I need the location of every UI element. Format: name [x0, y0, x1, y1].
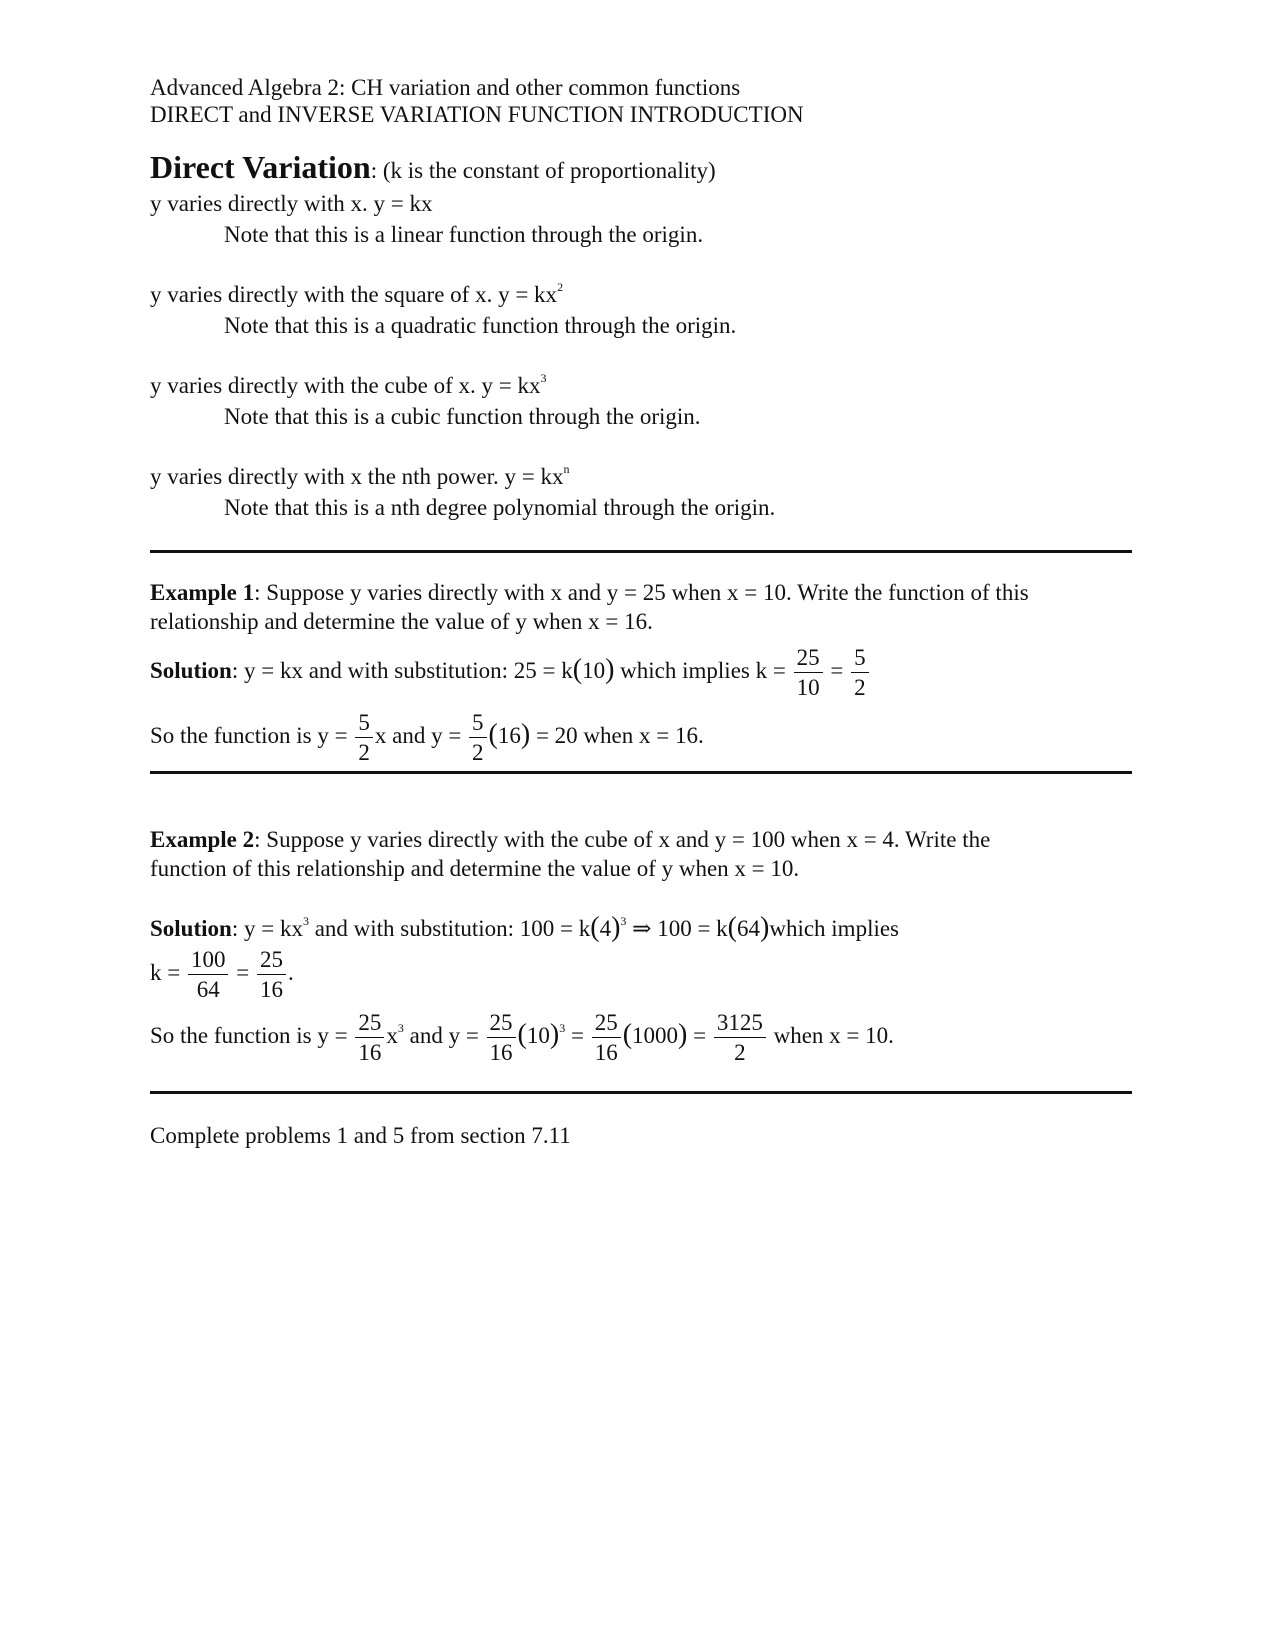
substitution-value: 4 — [599, 916, 612, 941]
solution-label: Solution — [150, 916, 232, 941]
example-label: Example 1 — [150, 580, 255, 605]
direct-variation-item-1 — [150, 190, 1130, 248]
section-divider-3 — [150, 1091, 1132, 1094]
substitution-value-2: 64 — [737, 916, 760, 941]
section-divider-2 — [150, 771, 1132, 774]
worksheet-page — [150, 74, 1130, 1149]
header-line-2: DIRECT and INVERSE VARIATION FUNCTION INTRODUCTION — [150, 102, 804, 127]
item-statement: y varies directly with x. y = kx — [150, 191, 433, 216]
fraction: $\frac{25}{10}$ — [794, 646, 823, 699]
evaluation-value: 10 — [526, 1023, 550, 1048]
and-text: and y = — [409, 1023, 485, 1048]
header-line-1: Advanced Algebra 2: CH variation and other common functions — [150, 75, 741, 100]
fraction: $\frac{25}{16}$ — [487, 1011, 516, 1064]
evaluation-value: 16 — [497, 723, 521, 748]
fraction: $\frac{5}{2}$ — [851, 646, 869, 699]
example-label: Example 2 — [150, 827, 255, 852]
implies-text: which implies — [769, 916, 900, 941]
example-text: : Suppose y varies directly with x and y = 25 when x = 10. Write the function of this — [254, 580, 1029, 605]
solution-text: : y = kx and with substitution: 25 = k — [231, 658, 573, 683]
direct-variation-item-2 — [150, 281, 1130, 339]
function-text: So the function is y = — [150, 723, 354, 748]
example-text: : Suppose y varies directly with the cube of x and y = 100 when x = 4. Write the — [254, 827, 991, 852]
and-text: x and y = — [374, 723, 468, 748]
item-statement: y varies directly with x the nth power. y = kx — [150, 464, 564, 489]
section-divider-1 — [150, 550, 1132, 553]
fraction: $\frac{5}{2}$ — [355, 711, 373, 764]
direct-variation-heading — [150, 150, 1130, 188]
item-statement: y varies directly with the cube of x. y = kx — [150, 373, 541, 398]
fraction: $\frac{3125}{2}$ — [714, 1011, 766, 1064]
example-text-cont: relationship and determine the value of y when x = 16. — [150, 609, 653, 634]
arrow-text: ⇒ 100 = k — [626, 916, 728, 941]
item-note: Note that this is a linear function through the origin. — [224, 222, 704, 247]
example-1: Example 1: Suppose y varies directly with x and y = 25 when x = 10. Write the function of this relationship and determine the value of y when x = 16. Solution: y = kx and with substitution: 25 = k(10) which implies k = $\frac{25}{10}$ = $\frac{5}{2}$ So the function is y = $\frac{5}{2}$ x and y = $\frac{5}{2}$ (16) = 20 when x = 16. — [150, 580, 1029, 766]
item-exponent: 2 — [557, 280, 564, 294]
solution-text: : y = kx — [231, 916, 303, 941]
assignment-text: Complete problems 1 and 5 from section 7.11 — [150, 1123, 571, 1148]
item-exponent: n — [563, 462, 570, 476]
substitution-value: 10 — [582, 658, 606, 683]
item-exponent: 3 — [540, 371, 547, 385]
implies-text: which implies k = — [614, 658, 792, 683]
fraction: $\frac{25}{16}$ — [257, 948, 286, 1001]
result-text: = 20 when x = 16. — [530, 723, 704, 748]
direct-variation-subtitle: : (k is the constant of proportionality) — [370, 158, 716, 183]
item-note: Note that this is a quadratic function through the origin. — [224, 313, 737, 338]
function-text: So the function is y = — [150, 1023, 354, 1048]
direct-variation-item-4 — [150, 463, 1130, 521]
fraction: $\frac{100}{64}$ — [188, 948, 229, 1001]
result-text: when x = 10. — [767, 1023, 894, 1048]
evaluation-value-2: 1000 — [632, 1023, 679, 1048]
item-statement: y varies directly with the square of x. y = kx — [150, 282, 558, 307]
substitution-text: and with substitution: 100 = k — [308, 916, 591, 941]
direct-variation-item-3 — [150, 372, 1130, 430]
fraction: $\frac{25}{16}$ — [592, 1011, 621, 1064]
solution-label: Solution — [150, 658, 232, 683]
item-note: Note that this is a cubic function through the origin. — [224, 404, 701, 429]
k-text: k = — [150, 960, 186, 985]
direct-variation-title: Direct Variation — [150, 149, 371, 185]
example-text-cont: function of this relationship and determine the value of y when x = 10. — [150, 856, 800, 881]
fraction: $\frac{5}{2}$ — [469, 711, 487, 764]
example-2: Example 2: Suppose y varies directly with the cube of x and y = 100 when x = 4. Write the function of this relationship and determine the value of y when x = 10. Solution: $y = kx^3$ and with substitution: $100 = k(4)^3$ ⇒ 100 = k(64)which implies k = $\frac{100}{64}$ = $\frac{25}{16}$ . So the function is y = $\frac{25}{16}$ $x^3$ and y = $\frac{25}{16}$ $(10)^3$ = $\frac{25}{16}$ (1000) = $\frac{3125}{2}$ when x = 10. — [150, 827, 991, 1066]
item-note: Note that this is a nth degree polynomial through the origin. — [224, 495, 776, 520]
fraction: $\frac{25}{16}$ — [355, 1011, 384, 1064]
